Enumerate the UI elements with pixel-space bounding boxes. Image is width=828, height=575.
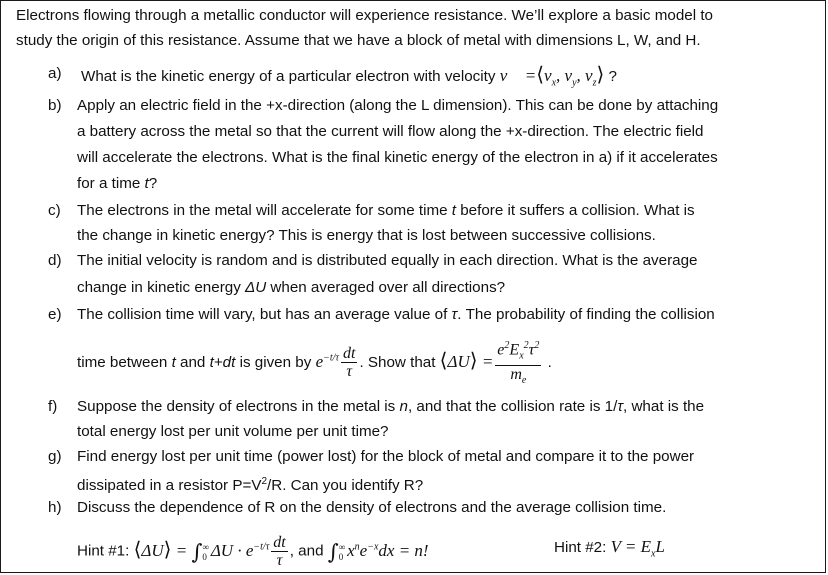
item-b-line-2: a battery across the metal so that the current will flow along the +x-direction. The electric field xyxy=(77,123,704,140)
item-e-marker: e) xyxy=(48,306,62,323)
dt-over-tau-fraction: $\frac{dt}{\tau}$ xyxy=(343,345,356,381)
item-g-marker: g) xyxy=(48,448,62,465)
item-b-line-3: will accelerate the electrons. What is the final kinetic energy of the electron in a) if it accelerates xyxy=(77,149,718,166)
item-c-line-2: the change in kinetic energy? This is energy that is lost between successive collisions. xyxy=(77,227,656,244)
hint-2-formula: $V = E_xL$ xyxy=(610,537,665,560)
item-c-line-1: The electrons in the metal will accelerate for some time t before it suffers a collision. What is xyxy=(77,202,695,219)
item-a-marker: a) xyxy=(48,65,62,82)
item-b-line-4: for a time t? xyxy=(77,175,158,192)
item-a-text: What is the kinetic energy of a particular electron with velocity v⃗ $=⟨v_x$, $v_y$, $v_z⟩$ ? xyxy=(81,62,617,89)
energy-result-fraction: $\frac{e^2E_x^2\tau^2}{m_e}$ xyxy=(495,337,541,389)
item-d-line-2: change in kinetic energy ΔU when averaged over all directions? xyxy=(77,279,506,296)
item-f-line-2: total energy lost per unit volume per unit time? xyxy=(77,423,389,440)
probability-expression: $e^{-t/\tau}$ xyxy=(315,351,339,371)
hint-1-label: Hint #1: xyxy=(77,542,130,560)
hint-2 xyxy=(554,527,665,574)
intro-line-1: Electrons flowing through a metallic conductor will experience resistance. We’ll explore a basic model to xyxy=(16,7,713,24)
item-f-marker: f) xyxy=(48,398,58,415)
hint-2-label: Hint #2: xyxy=(554,539,607,556)
item-b-marker: b) xyxy=(48,97,62,114)
item-b-line-1: Apply an electric field in the +x-direction (along the L dimension). This can be done by attaching xyxy=(77,97,719,114)
hint-1: Hint #1: ⟨ΔU⟩ = ∫ ∞ 0 $\Delta U \cdot e^{-t/\tau}$ $\frac{dt}{\tau}$ , and ∫ ∞ 0 $x^ne^{-x}dx = n$! xyxy=(77,534,429,570)
item-e-line-1: The collision time will vary, but has an average value of τ. The probability of finding the collision xyxy=(77,306,715,323)
item-e-line-2: time between t and t+dt is given by $e^{-t/\tau}$ $\frac{dt}{\tau}$ . Show that ⟨ΔU⟩ = $\frac{e^2E_x^2\tau^2}{m_e}$ . xyxy=(77,337,552,389)
average-energy-expression: ⟨ΔU⟩ = xyxy=(439,347,494,372)
item-c-marker: c) xyxy=(48,202,61,219)
intro-line-2: study the origin of this resistance. Assume that we have a block of metal with dimensions L, W, and H. xyxy=(16,32,701,49)
hint-1-integral: ⟨ΔU⟩ = ∫ ∞ 0 $\Delta U \cdot e^{-t/\tau}$ xyxy=(133,536,270,564)
item-h-line-1: Discuss the dependence of R on the density of electrons and the average collision time. xyxy=(77,499,667,516)
gamma-integral: ∫ ∞ 0 $x^ne^{-x}dx = n$! xyxy=(327,539,429,564)
velocity-expression: v⃗ $=⟨v_x$, $v_y$, $v_z⟩$ xyxy=(499,62,605,89)
item-g-line-2: dissipated in a resistor $P=V^2/R$. Can you identify R? xyxy=(77,476,424,495)
item-f-line-1: Suppose the density of electrons in the metal is n, and that the collision rate is 1/τ, what is the xyxy=(77,398,705,415)
item-h-marker: h) xyxy=(48,499,62,516)
item-d-marker: d) xyxy=(48,252,62,269)
hint-1-dt-fraction: $\frac{dt}{\tau}$ xyxy=(273,534,286,570)
item-d-line-1: The initial velocity is random and is distributed equally in each direction. What is the average xyxy=(77,252,698,269)
item-g-line-1: Find energy lost per unit time (power lost) for the block of metal and compare it to the power xyxy=(77,448,695,465)
